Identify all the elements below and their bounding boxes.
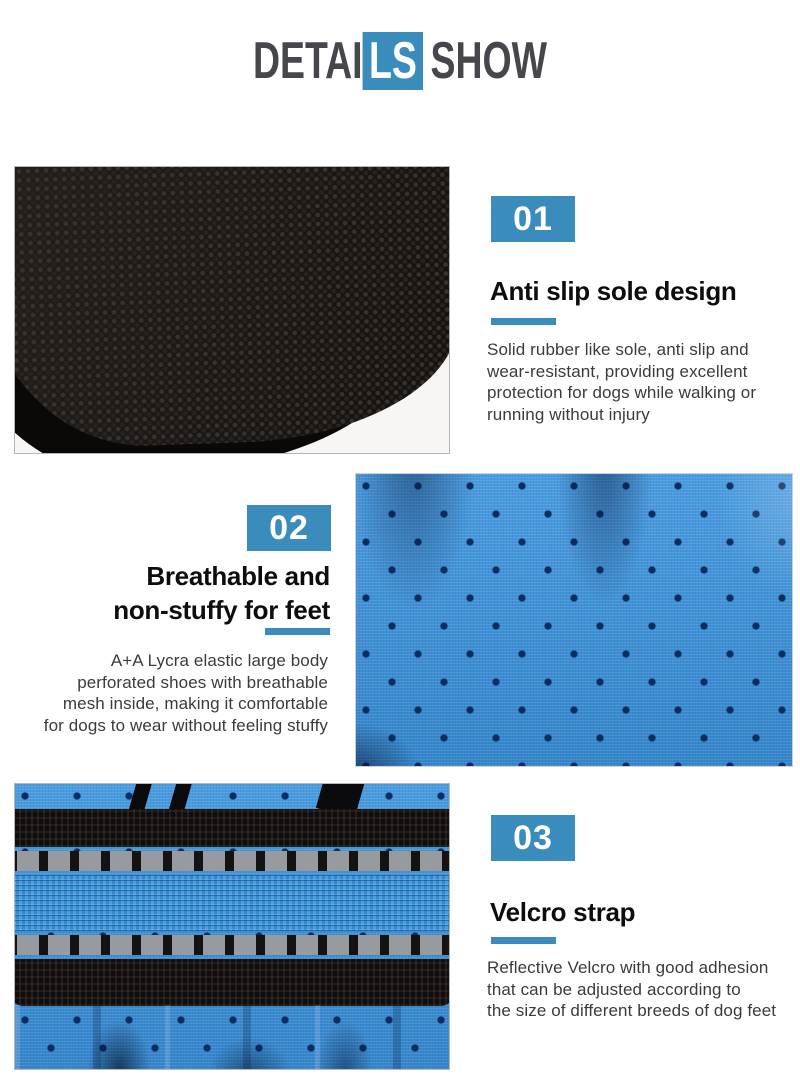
product-image-velcro-strap bbox=[14, 783, 450, 1070]
section-heading-02 bbox=[0, 559, 330, 627]
details-show-title bbox=[112, 30, 688, 92]
description-line: A+A Lycra elastic large body bbox=[110, 651, 328, 670]
heading-line: non-stuffy for feet bbox=[113, 595, 330, 625]
reflective-stripe bbox=[14, 931, 450, 959]
description-line: Reflective Velcro with good adhesion bbox=[487, 958, 769, 977]
sole-dot-texture bbox=[14, 166, 450, 451]
section-description-03 bbox=[487, 957, 797, 1022]
section-description-01 bbox=[487, 339, 797, 425]
heading-line: Breathable and bbox=[146, 561, 330, 591]
title-highlight: LS bbox=[363, 32, 424, 90]
section-number-badge-02: 02 bbox=[247, 505, 331, 551]
title-pre: DETAI bbox=[252, 32, 363, 90]
description-line: running without injury bbox=[487, 404, 650, 424]
section-description-02 bbox=[10, 650, 328, 736]
description-line: for dogs to wear without feeling stuffy bbox=[43, 715, 328, 735]
heading-underline-01 bbox=[491, 318, 556, 325]
velcro-strap-band bbox=[14, 809, 450, 1006]
blue-woven-band bbox=[14, 875, 450, 931]
description-line: protection for dogs while walking or bbox=[487, 383, 757, 402]
description-line: Solid rubber like sole, anti slip and bbox=[487, 340, 749, 359]
title-post: SHOW bbox=[430, 32, 548, 90]
section-heading-03 bbox=[490, 895, 635, 929]
description-line: perforated shoes with breathable bbox=[77, 672, 328, 692]
description-line: that can be adjusted according to bbox=[487, 979, 741, 999]
product-image-anti-slip-sole bbox=[14, 166, 450, 454]
description-line: wear-resistant, providing excellent bbox=[487, 361, 748, 381]
reflective-stripe bbox=[14, 847, 450, 875]
black-webbing-band bbox=[14, 959, 450, 1006]
heading-line: Velcro strap bbox=[490, 897, 636, 927]
section-heading-01 bbox=[490, 274, 737, 308]
black-webbing-band bbox=[14, 809, 450, 847]
heading-underline-02 bbox=[265, 628, 330, 635]
description-line: mesh inside, making it comfortable bbox=[62, 694, 328, 713]
fabric-fold-shading bbox=[356, 474, 792, 766]
section-number-badge-03: 03 bbox=[491, 815, 575, 861]
heading-line: Anti slip sole design bbox=[490, 276, 737, 306]
description-line: the size of different breeds of dog feet bbox=[487, 1001, 777, 1020]
heading-underline-03 bbox=[491, 937, 556, 944]
fabric-pleat-shadows bbox=[15, 1005, 449, 1069]
product-image-breathable-fabric bbox=[355, 473, 793, 767]
section-number-badge-01: 01 bbox=[491, 196, 575, 242]
